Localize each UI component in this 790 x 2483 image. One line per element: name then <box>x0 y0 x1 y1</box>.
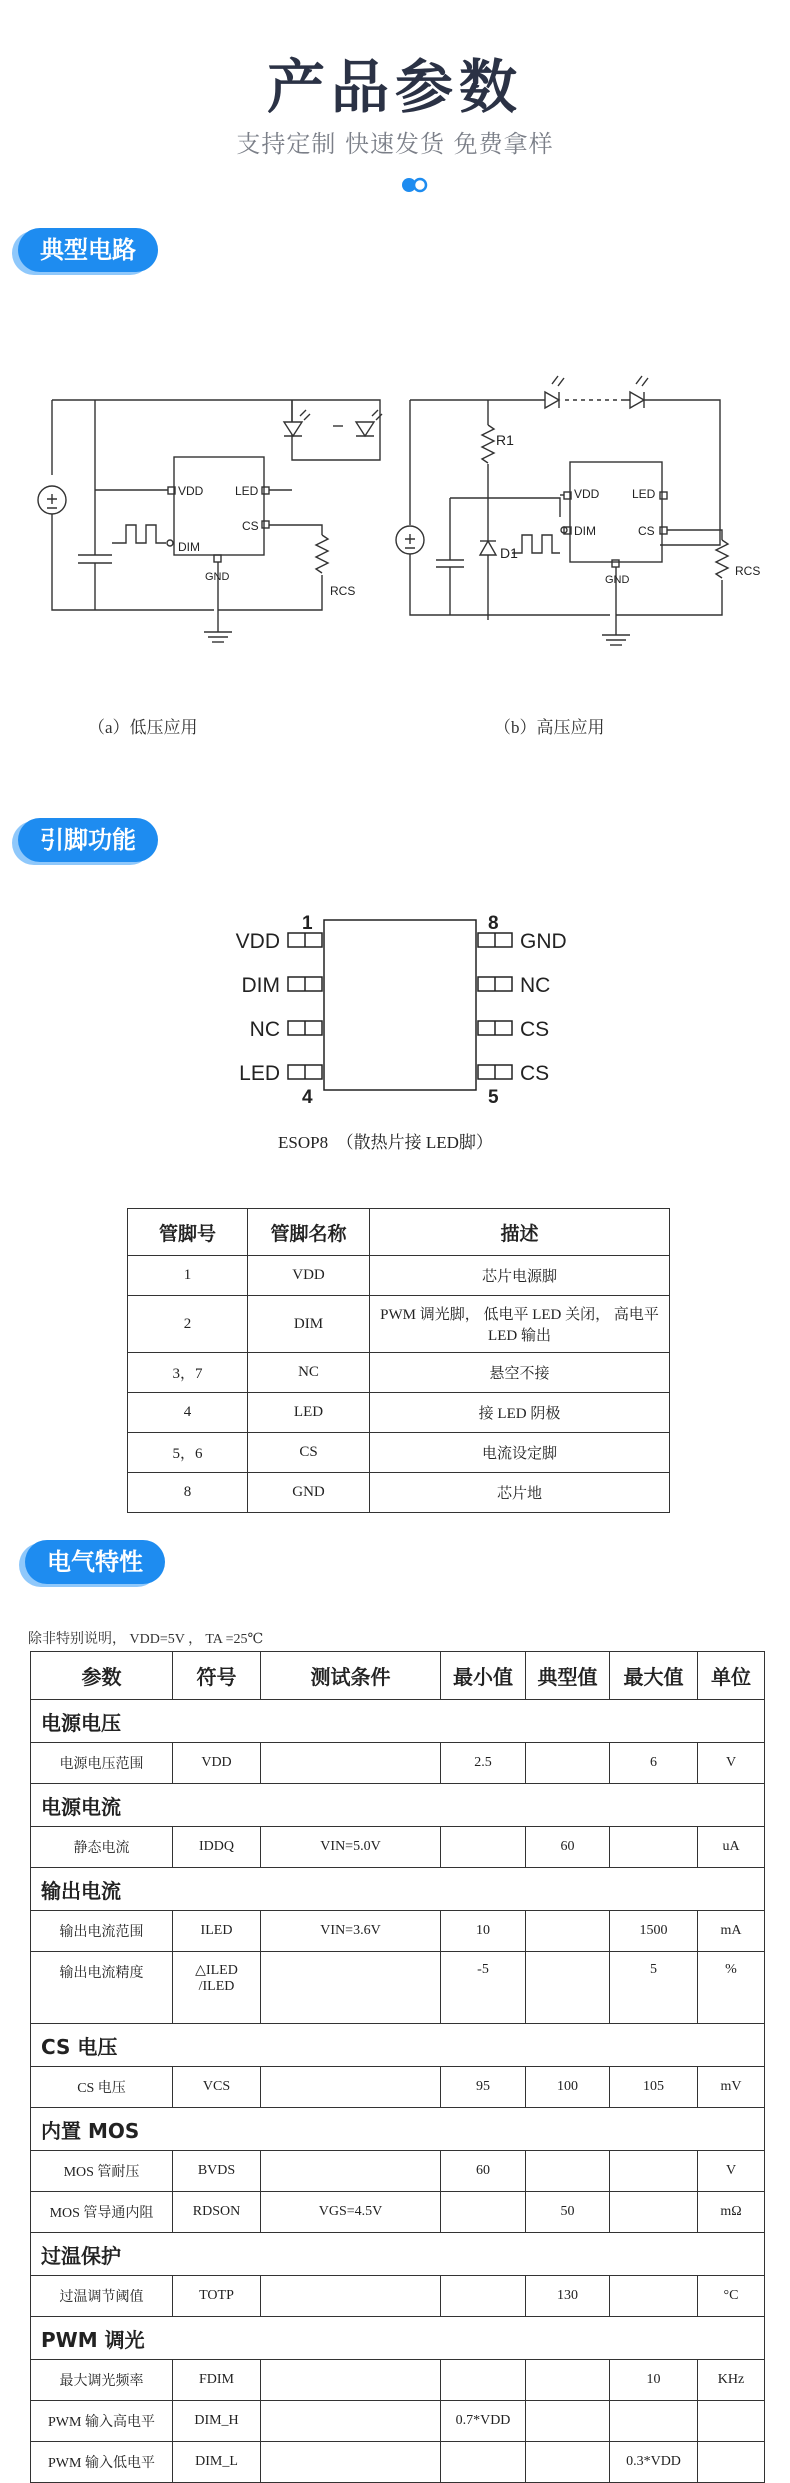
desc-line: LED 输出 <box>488 1328 551 1344</box>
section-row <box>31 2317 765 2360</box>
table-cell: 输出电流精度 <box>31 1952 173 2024</box>
table-cell <box>441 1827 526 1868</box>
section-title: CS 电压 <box>31 2024 765 2067</box>
section-title: 输出电流 <box>31 1868 765 1911</box>
section-title: 内置 MOS <box>31 2108 765 2151</box>
col-header: 最大值 <box>610 1652 698 1700</box>
table-cell <box>698 2442 765 2483</box>
table-cell <box>370 1296 670 1353</box>
typical-circuit-diagram <box>0 370 790 690</box>
col-header: 管脚号 <box>128 1209 248 1256</box>
dim-label-b: DIM <box>574 524 596 538</box>
table-cell: DIM <box>248 1296 370 1353</box>
page-subtitle: 支持定制 快速发货 免费拿样 <box>236 130 554 158</box>
rcs-label-b: RCS <box>735 564 761 578</box>
section-title: PWM 调光 <box>31 2317 765 2360</box>
cs-label-a: CS <box>242 519 259 533</box>
table-cell: 芯片电源脚 <box>370 1256 670 1296</box>
package-note: ESOP8 （散热片接 LED脚） <box>278 1133 493 1152</box>
cs-label-b: CS <box>638 524 655 538</box>
vdd-label-a: VDD <box>178 484 204 498</box>
table-cell: 95 <box>441 2067 526 2108</box>
r1-label: R1 <box>496 432 514 448</box>
decor-dots-icon <box>400 176 430 194</box>
table-row <box>31 2067 765 2108</box>
table-row <box>128 1256 670 1296</box>
table-cell: VDD <box>173 1743 261 1784</box>
table-cell <box>526 2360 610 2401</box>
pin-label-vdd: VDD <box>235 930 280 953</box>
table-header-row <box>128 1209 670 1256</box>
caption-b: （b）高压应用 <box>494 718 605 737</box>
section-row <box>31 2108 765 2151</box>
table-cell: uA <box>698 1827 765 1868</box>
section-pins-label: 引脚功能 <box>18 818 158 862</box>
pin-num-5: 5 <box>488 1087 499 1108</box>
col-header: 符号 <box>173 1652 261 1700</box>
table-cell <box>526 2442 610 2483</box>
led-label-b: LED <box>632 487 656 501</box>
table-cell: mA <box>698 1911 765 1952</box>
section-row <box>31 2233 765 2276</box>
table-cell: °C <box>698 2276 765 2317</box>
table-cell: FDIM <box>173 2360 261 2401</box>
section-circuit-label: 典型电路 <box>18 228 158 272</box>
section-row <box>31 2024 765 2067</box>
led-a-icon <box>284 410 382 436</box>
table-cell: RDSON <box>173 2192 261 2233</box>
table-cell <box>610 2276 698 2317</box>
table-cell: DIM_L <box>173 2442 261 2483</box>
table-row <box>31 2276 765 2317</box>
table-row <box>31 2151 765 2192</box>
table-cell: KHz <box>698 2360 765 2401</box>
table-cell: VGS=4.5V <box>261 2192 441 2233</box>
table-row <box>31 2442 765 2483</box>
table-cell: MOS 管导通内阻 <box>31 2192 173 2233</box>
rcs-label-a: RCS <box>330 584 356 598</box>
table-cell <box>610 2401 698 2442</box>
table-cell <box>610 2192 698 2233</box>
caption-a: （a）低压应用 <box>88 718 198 737</box>
table-row <box>31 2401 765 2442</box>
table-cell: VIN=5.0V <box>261 1827 441 1868</box>
d1-label: D1 <box>500 545 518 561</box>
table-cell <box>526 2151 610 2192</box>
pin-label-cs-6: CS <box>520 1018 550 1041</box>
table-cell: 130 <box>526 2276 610 2317</box>
gnd-label-b: GND <box>605 574 630 586</box>
pin-function-table <box>127 1208 670 1513</box>
table-cell: 2 <box>128 1296 248 1353</box>
section-electrical-label: 电气特性 <box>25 1540 165 1584</box>
table-cell: IDDQ <box>173 1827 261 1868</box>
symbol-line: △ILED <box>195 1963 238 1978</box>
section-row <box>31 1700 765 1743</box>
pin-label-dim: DIM <box>241 974 280 997</box>
col-header: 测试条件 <box>261 1652 441 1700</box>
table-row <box>128 1393 670 1433</box>
symbol-line: /ILED <box>198 1979 235 1994</box>
table-cell: 3，7 <box>128 1353 248 1393</box>
pin-num-4: 4 <box>302 1087 313 1108</box>
table-row <box>31 1911 765 1952</box>
table-cell: 4 <box>128 1393 248 1433</box>
table-cell: 105 <box>610 2067 698 2108</box>
table-cell <box>261 1952 441 2024</box>
table-cell <box>261 2360 441 2401</box>
table-cell: % <box>698 1952 765 2024</box>
table-cell: MOS 管耐压 <box>31 2151 173 2192</box>
table-row <box>31 1743 765 1784</box>
table-cell: 1 <box>128 1256 248 1296</box>
table-row <box>31 1952 765 2024</box>
table-row <box>31 2360 765 2401</box>
pin-num-1: 1 <box>302 913 313 934</box>
table-cell <box>526 1911 610 1952</box>
pin-label-gnd: GND <box>520 930 567 953</box>
section-row <box>31 1868 765 1911</box>
table-row <box>128 1296 670 1353</box>
table-cell: 悬空不接 <box>370 1353 670 1393</box>
table-row <box>128 1473 670 1513</box>
table-cell: CS <box>248 1433 370 1473</box>
table-cell: V <box>698 1743 765 1784</box>
table-cell: V <box>698 2151 765 2192</box>
table-row <box>128 1353 670 1393</box>
gnd-label-a: GND <box>205 571 230 583</box>
section-title: 电源电压 <box>31 1700 765 1743</box>
table-row <box>31 1827 765 1868</box>
table-cell: 过温调节阈值 <box>31 2276 173 2317</box>
table-cell: 8 <box>128 1473 248 1513</box>
table-cell: 输出电流范围 <box>31 1911 173 1952</box>
table-cell: TOTP <box>173 2276 261 2317</box>
table-cell: VDD <box>248 1256 370 1296</box>
table-cell: DIM_H <box>173 2401 261 2442</box>
table-cell: mΩ <box>698 2192 765 2233</box>
table-cell <box>261 2151 441 2192</box>
table-cell <box>173 1952 261 2024</box>
table-cell: 60 <box>526 1827 610 1868</box>
table-cell <box>261 2067 441 2108</box>
pin-num-8: 8 <box>488 913 499 934</box>
col-header: 参数 <box>31 1652 173 1700</box>
table-cell <box>610 1827 698 1868</box>
table-row <box>31 2192 765 2233</box>
table-cell: CS 电压 <box>31 2067 173 2108</box>
section-title: 过温保护 <box>31 2233 765 2276</box>
table-cell: 电流设定脚 <box>370 1433 670 1473</box>
table-cell: 接 LED 阴极 <box>370 1393 670 1433</box>
col-header: 典型值 <box>526 1652 610 1700</box>
test-conditions-note: 除非特别说明， VDD=5V ， TA =25℃ <box>28 1632 264 1647</box>
section-title: 电源电流 <box>31 1784 765 1827</box>
table-cell: 100 <box>526 2067 610 2108</box>
col-header: 描述 <box>370 1209 670 1256</box>
pinout-diagram <box>220 905 580 1110</box>
col-header: 最小值 <box>441 1652 526 1700</box>
table-cell: 1500 <box>610 1911 698 1952</box>
table-cell: PWM 输入高电平 <box>31 2401 173 2442</box>
table-cell <box>441 2442 526 2483</box>
table-cell <box>261 2276 441 2317</box>
table-cell <box>610 2151 698 2192</box>
table-cell: 0.7*VDD <box>441 2401 526 2442</box>
table-cell: ILED <box>173 1911 261 1952</box>
col-header: 单位 <box>698 1652 765 1700</box>
table-cell <box>261 2401 441 2442</box>
page-title: 产品参数 <box>266 53 523 121</box>
table-cell <box>526 1952 610 2024</box>
table-cell <box>441 2360 526 2401</box>
col-header: 管脚名称 <box>248 1209 370 1256</box>
pin-label-led: LED <box>239 1062 280 1085</box>
pin-label-cs-5: CS <box>520 1062 550 1085</box>
table-cell <box>526 2401 610 2442</box>
table-cell <box>261 1743 441 1784</box>
section-row <box>31 1784 765 1827</box>
table-cell: PWM 输入低电平 <box>31 2442 173 2483</box>
table-cell: 10 <box>441 1911 526 1952</box>
table-cell: BVDS <box>173 2151 261 2192</box>
table-cell: LED <box>248 1393 370 1433</box>
electrical-table <box>30 1651 765 2483</box>
vdd-label-b: VDD <box>574 487 600 501</box>
table-cell: NC <box>248 1353 370 1393</box>
table-row <box>128 1433 670 1473</box>
pin-label-nc-right: NC <box>520 974 551 997</box>
table-cell: 0.3*VDD <box>610 2442 698 2483</box>
table-cell: 50 <box>526 2192 610 2233</box>
table-cell <box>261 2442 441 2483</box>
table-header-row <box>31 1652 765 1700</box>
table-cell: -5 <box>441 1952 526 2024</box>
table-cell: 60 <box>441 2151 526 2192</box>
table-cell <box>441 2192 526 2233</box>
table-cell: 静态电流 <box>31 1827 173 1868</box>
table-cell <box>698 2401 765 2442</box>
table-cell: 2.5 <box>441 1743 526 1784</box>
table-cell: 电源电压范围 <box>31 1743 173 1784</box>
table-cell <box>441 2276 526 2317</box>
table-cell: 10 <box>610 2360 698 2401</box>
table-cell: GND <box>248 1473 370 1513</box>
table-cell <box>526 1743 610 1784</box>
dim-label-a: DIM <box>178 540 200 554</box>
desc-line: PWM 调光脚， 低电平 LED 关闭， 高电平 <box>380 1307 659 1323</box>
table-cell: 5 <box>610 1952 698 2024</box>
led-label-a: LED <box>235 484 259 498</box>
table-cell: 6 <box>610 1743 698 1784</box>
table-cell: mV <box>698 2067 765 2108</box>
table-cell: 最大调光频率 <box>31 2360 173 2401</box>
pin-label-nc-left: NC <box>249 1018 280 1041</box>
table-cell: 5，6 <box>128 1433 248 1473</box>
table-cell: 芯片地 <box>370 1473 670 1513</box>
table-cell: VIN=3.6V <box>261 1911 441 1952</box>
table-cell: VCS <box>173 2067 261 2108</box>
